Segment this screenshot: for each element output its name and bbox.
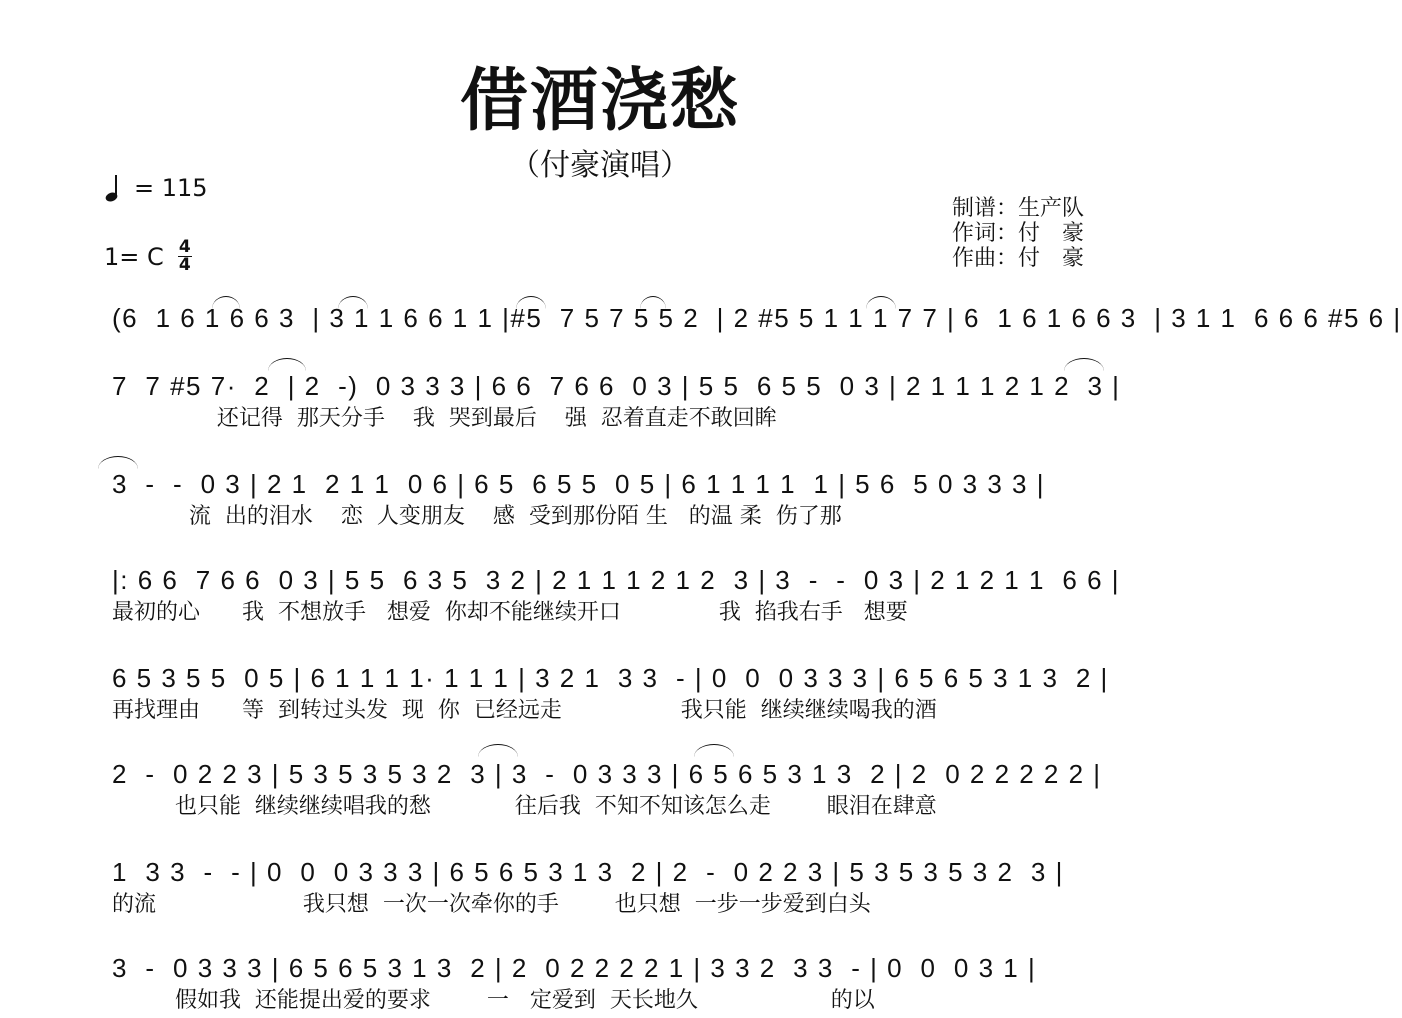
key-label: 1= C [104, 242, 164, 271]
credit-arranger: 制谱：生产队 [952, 196, 1085, 221]
lyrics-line: 最初的心 我 不想放手 想爱 你却不能继续开口 我 掐我右手 想要 [112, 600, 908, 625]
lyrics-line: 也只能 继续继续唱我的愁 往后我 不知不知该怎么走 眼泪在肆意 [112, 794, 937, 819]
notation-line: 1 3 3 - - | 0 0 0 3 3 3 | 6 5 6 5 3 1 3 2 | 2 - 0 2 2 3 | 5 3 5 3 5 3 2 3 | [112, 857, 1064, 887]
lyrics-line: 再找理由 等 到转过头发 现 你 已经远走 我只能 继续继续喝我的酒 [112, 698, 937, 723]
lyrics-line: 假如我 还能提出爱的要求 一 定爱到 天长地久 的以 [112, 988, 875, 1013]
slur-mark [98, 456, 138, 469]
lyrics-line: 流 出的泪水 恋 人变朋友 感 受到那份陌 生 的温 柔 伤了那 [112, 504, 842, 529]
notation-line: 2 - 0 2 2 3 | 5 3 5 3 5 3 2 3 | 3 - 0 3 3 3 | 6 5 6 5 3 1 3 2 | 2 0 2 2 2 2 2 | [112, 759, 1102, 789]
song-subtitle: （付豪演唱） [510, 148, 690, 183]
slur-mark [1064, 358, 1104, 371]
tempo-marking [104, 172, 208, 204]
lyrics-line: 还记得 那天分手 我 哭到最后 强 忍着直走不敢回眸 [112, 406, 777, 431]
lyrics-line: 的流 我只想 一次一次牵你的手 也只想 一步一步爱到白头 [112, 892, 871, 917]
tempo-value: = 115 [134, 174, 208, 202]
quarter-note-icon [104, 173, 120, 203]
slur-mark [268, 358, 306, 371]
notation-line: 7 7 #5 7· 2 | 2 -) 0 3 3 3 | 6 6 7 6 6 0 3 | 5 5 6 5 5 0 3 | 2 1 1 1 2 1 2 3 | [112, 371, 1121, 401]
notation-line: |: 6 6 7 6 6 0 3 | 5 5 6 3 5 3 2 | 2 1 1 1 2 1 2 3 | 3 - - 0 3 | 2 1 2 1 1 6 6 | [112, 565, 1121, 595]
time-signature-bottom: 4 [178, 255, 191, 275]
credits [952, 196, 1084, 271]
notation-line: 3 - 0 3 3 3 | 6 5 6 5 3 1 3 2 | 2 0 2 2 2 2 1 | 3 3 2 3 3 - | 0 0 0 3 1 | [112, 953, 1037, 983]
credit-lyricist: 作词：付 豪 [952, 221, 1085, 246]
song-title: 借酒浇愁 [459, 62, 740, 141]
notation-line: 6 5 3 5 5 0 5 | 6 1 1 1 1· 1 1 1 | 3 2 1 3 3 - | 0 0 0 3 3 3 | 6 5 6 5 3 1 3 2 | [112, 663, 1109, 693]
slur-mark [478, 744, 518, 757]
time-signature-top: 4 [178, 237, 191, 257]
notation-line: 3 - - 0 3 | 2 1 2 1 1 0 6 | 6 5 6 5 5 0 5 | 6 1 1 1 1 1 | 5 6 5 0 3 3 3 | [112, 469, 1045, 499]
notation-line: (6 1 6 1 6 6 3 | 3 1 1 6 6 1 1 |#5 7 5 7 5 5 2 | 2 #5 5 1 1 1 7 7 | 6 1 6 1 6 6 3 | 3 1 1 6 6 6 #5 6 | [112, 303, 1402, 333]
key-signature [104, 237, 192, 275]
time-signature [178, 237, 192, 275]
slur-mark [694, 744, 734, 757]
credit-composer: 作曲：付 豪 [952, 246, 1085, 271]
